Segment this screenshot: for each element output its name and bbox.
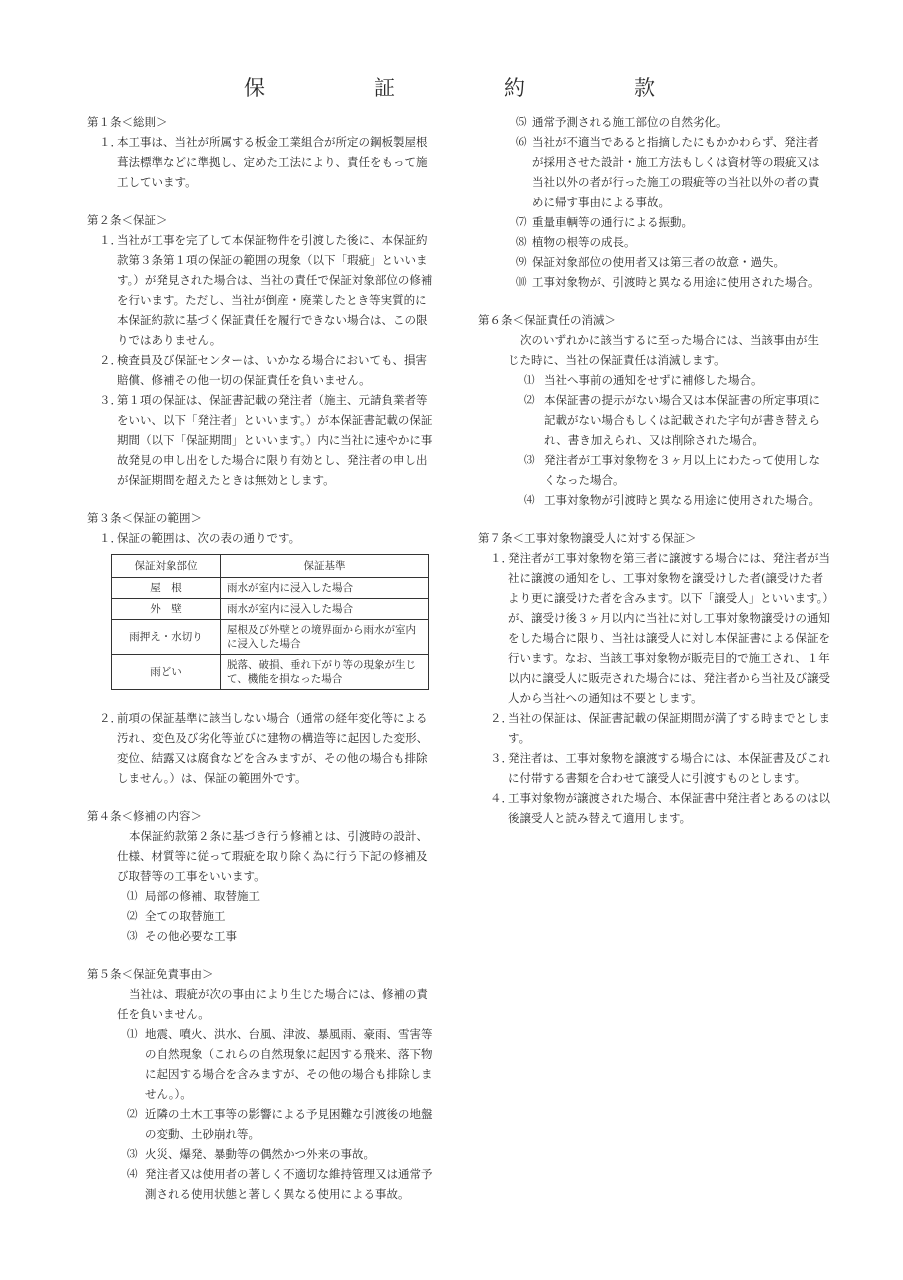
item-number: ⑻ <box>516 236 527 248</box>
article-2-heading: 第２条＜保証＞ <box>87 213 168 227</box>
list-item <box>478 132 830 212</box>
table-header-cell: 保証対象部位 <box>112 555 221 578</box>
paragraph-text: 発注者は、工事対象物を譲渡する場合には、本保証書及びこれに付帯する書類を合わせて譲受人に引渡すものとします。 <box>508 751 830 785</box>
article-1-paragraph-1 <box>87 132 437 192</box>
item-text: 発注者又は使用者の著しく不適切な維持管理又は通常予測される使用状態と著しく異なる使用による事故。 <box>145 1167 433 1201</box>
article-3 <box>87 508 437 788</box>
item-text: 当社が不適当であると指摘したにもかかわらず、発注者が採用させた設計・施工方法もしくは資材等の瑕疵又は当社以外の者が行った施工の瑕疵等の当社以外の者の責めに帰す事由による事故。 <box>532 135 820 209</box>
item-number: ⑴ <box>524 374 535 386</box>
item-number: ⑴ <box>127 1028 138 1040</box>
item-number: ⑵ <box>127 910 138 922</box>
item-number: ⑸ <box>516 116 527 128</box>
item-text: 通常予測される施工部位の自然劣化。 <box>532 115 728 129</box>
list-item <box>478 490 830 510</box>
table-cell-part: 雨どい <box>112 655 221 690</box>
item-text: 地震、噴火、洪水、台風、津波、暴風雨、豪雨、雪害等の自然現象（これらの自然現象に起因する飛来、落下物に起因する場合を含みますが、その他の場合も排除しません。）。 <box>145 1027 433 1101</box>
paragraph-number: １． <box>99 531 122 545</box>
item-text: 植物の根等の成長。 <box>532 235 636 249</box>
item-number: ⑶ <box>127 1148 138 1160</box>
table-row <box>112 578 429 599</box>
paragraph-number: ３． <box>490 751 513 765</box>
paragraph-number: ２． <box>99 353 122 367</box>
item-number: ⑶ <box>524 454 535 466</box>
article-1-heading: 第１条＜総則＞ <box>87 115 168 129</box>
paragraph-number: ２． <box>99 711 122 725</box>
list-item <box>478 370 830 390</box>
paragraph-text: 保証の範囲は、次の表の通りです。 <box>117 531 301 545</box>
list-item <box>87 1144 437 1164</box>
paragraph-text: 検査員及び保証センターは、いかなる場合においても、損害賠償、修補その他一切の保証責任を負いません。 <box>117 353 428 387</box>
document-title: 保 証 約 款 <box>244 76 699 100</box>
warranty-scope-table <box>111 554 429 690</box>
item-number: ⑷ <box>127 1168 138 1180</box>
paragraph-number: ２． <box>490 711 513 725</box>
item-text: 本保証書の提示がない場合又は本保証書の所定事項に記載がない場合もしくは記載された字句が書き替えられ、書き加えられ、又は削除された場合。 <box>544 393 820 447</box>
list-item <box>87 906 437 926</box>
item-number: ⑵ <box>524 394 535 406</box>
table-cell-criteria: 屋根及び外壁との境界面から雨水が室内に浸入した場合 <box>221 620 429 655</box>
list-item <box>87 926 437 946</box>
item-number: ⑼ <box>516 256 527 268</box>
article-6-intro: 次のいずれかに該当するに至った場合には、当該事由が生じた時に、当社の保証責任は消滅します。 <box>508 333 819 367</box>
item-number: ⑺ <box>516 216 527 228</box>
article-7-paragraph-2 <box>478 708 830 748</box>
item-text: 局部の修補、取替施工 <box>145 889 260 903</box>
article-2 <box>87 210 437 490</box>
item-number: ⑽ <box>516 276 527 288</box>
article-2-paragraph-3 <box>87 390 437 490</box>
article-3-paragraph-2 <box>87 708 437 788</box>
paragraph-number: ４． <box>490 791 513 805</box>
article-2-paragraph-1 <box>87 230 437 350</box>
article-5-heading: 第５条＜保証免責事由＞ <box>87 967 214 981</box>
table-cell-criteria: 脱落、破損、垂れ下がり等の現象が生じて、機能を損なった場合 <box>221 655 429 690</box>
item-text: 当社へ事前の通知をせずに補修した場合。 <box>544 373 763 387</box>
table-row <box>112 620 429 655</box>
list-item <box>478 252 830 272</box>
article-7-heading: 第７条＜工事対象物譲受人に対する保証＞ <box>478 531 697 545</box>
list-item <box>87 1164 437 1204</box>
list-item <box>478 272 830 292</box>
article-4-heading: 第４条＜修補の内容＞ <box>87 809 202 823</box>
list-item <box>478 232 830 252</box>
article-6 <box>478 310 830 510</box>
paragraph-text: 発注者が工事対象物を第三者に譲渡する場合には、発注者が当社に譲渡の通知をし、工事対象物を譲受けした者(譲受けた者より更に譲受けた者を含みます。以下「譲受人」といいます。）が、譲受け後３ヶ月以内に当社に対し工事対象物譲受けの通知をした場合に限り、当社は譲受人に対し本保証書による保証を行います。なお、当該工事対象物が販売目的で施工され、１年以内に譲受人に販売された場合には、発注者から当社及び譲受人から当社への通知は不要とします。 <box>508 551 830 705</box>
article-4-intro: 本保証約款第２条に基づき行う修補とは、引渡時の設計、仕様、材質等に従って瑕疵を取り除く為に行う下記の修補及び取替等の工事をいいます。 <box>117 829 428 883</box>
list-item <box>478 212 830 232</box>
left-column <box>87 112 437 1222</box>
table-header-cell: 保証基準 <box>221 555 429 578</box>
table-cell-part: 外 壁 <box>112 599 221 620</box>
article-5 <box>87 964 437 1204</box>
paragraph-text: 当社の保証は、保証書記載の保証期間が満了する時までとします。 <box>508 711 830 745</box>
item-number: ⑹ <box>516 136 527 148</box>
article-1 <box>87 112 437 192</box>
list-item <box>478 390 830 450</box>
item-number: ⑶ <box>127 930 138 942</box>
item-text: 重量車輌等の通行による振動。 <box>532 215 693 229</box>
article-6-heading: 第６条＜保証責任の消滅＞ <box>478 313 616 327</box>
table-row <box>112 655 429 690</box>
item-text: 工事対象物が、引渡時と異なる用途に使用された場合。 <box>532 275 820 289</box>
article-7-paragraph-3 <box>478 748 830 788</box>
list-item <box>87 886 437 906</box>
item-text: 全ての取替施工 <box>145 909 226 923</box>
table-header-row <box>112 555 429 578</box>
article-7-paragraph-4 <box>478 788 830 828</box>
table-row <box>112 599 429 620</box>
paragraph-text: 前項の保証基準に該当しない場合（通常の経年変化等による汚れ、変色及び劣化等並びに建物の構造等に起因した変形、変位、結露又は腐食などを含みますが、その他の場合も排除しません。）は、保証の範囲外です。 <box>117 711 429 785</box>
article-3-heading: 第３条＜保証の範囲＞ <box>87 511 202 525</box>
right-column <box>478 112 830 846</box>
paragraph-number: ３． <box>99 393 122 407</box>
paragraph-text: 工事対象物が譲渡された場合、本保証書中発注者とあるのは以後譲受人と読み替えて適用します。 <box>508 791 830 825</box>
list-item <box>478 112 830 132</box>
item-text: 工事対象物が引渡時と異なる用途に使用された場合。 <box>544 493 820 507</box>
item-text: 近隣の土木工事等の影響による予見困難な引渡後の地盤の変動、土砂崩れ等。 <box>145 1107 433 1141</box>
item-text: 火災、爆発、暴動等の偶然かつ外来の事故。 <box>145 1147 375 1161</box>
paragraph-number: １． <box>99 233 122 247</box>
table-cell-criteria: 雨水が室内に浸入した場合 <box>221 578 429 599</box>
article-7 <box>478 528 830 828</box>
paragraph-text: 当社が工事を完了して本保証物件を引渡した後に、本保証約款第３条第１項の保証の範囲の現象（以下「瑕疵」といいます。）が発見された場合は、当社の責任で保証対象部位の修補を行います。ただし、当社が倒産・廃業したとき等実質的に本保証約款に基づく保証責任を履行できない場合は、この限りではありません。 <box>117 233 433 347</box>
table-cell-part: 屋 根 <box>112 578 221 599</box>
list-item <box>87 1104 437 1144</box>
article-4 <box>87 806 437 946</box>
paragraph-text: 本工事は、当社が所属する板金工業組合が所定の鋼板製屋根葺法標準などに準拠し、定めた工法により、責任をもって施工しています。 <box>117 135 428 189</box>
article-5-continued <box>478 112 830 292</box>
list-item <box>478 450 830 490</box>
item-text: 発注者が工事対象物を３ヶ月以上にわたって使用しなくなった場合。 <box>544 453 820 487</box>
table-cell-part: 雨押え・水切り <box>112 620 221 655</box>
paragraph-number: １． <box>99 135 122 149</box>
article-2-paragraph-2 <box>87 350 437 390</box>
paragraph-number: １． <box>490 551 513 565</box>
list-item <box>87 1024 437 1104</box>
item-number: ⑴ <box>127 890 138 902</box>
table-cell-criteria: 雨水が室内に浸入した場合 <box>221 599 429 620</box>
article-3-paragraph-1 <box>87 528 437 548</box>
article-7-paragraph-1 <box>478 548 830 708</box>
item-text: その他必要な工事 <box>145 929 237 943</box>
paragraph-text: 第１項の保証は、保証書記載の発注者（施主、元請負業者等をいい、以下「発注者」といいます。）が本保証書記載の保証期間（以下「保証期間」といいます。）内に当社に速やかに事故発見の申し出をした場合に限り有効とし、発注者の申し出が保証期間を超えたときは無効とします。 <box>117 393 433 487</box>
item-text: 保証対象部位の使用者又は第三者の故意・過失。 <box>532 255 785 269</box>
item-number: ⑵ <box>127 1108 138 1120</box>
article-5-intro: 当社は、瑕疵が次の事由により生じた場合には、修補の責任を負いません。 <box>117 987 428 1021</box>
item-number: ⑷ <box>524 494 535 506</box>
